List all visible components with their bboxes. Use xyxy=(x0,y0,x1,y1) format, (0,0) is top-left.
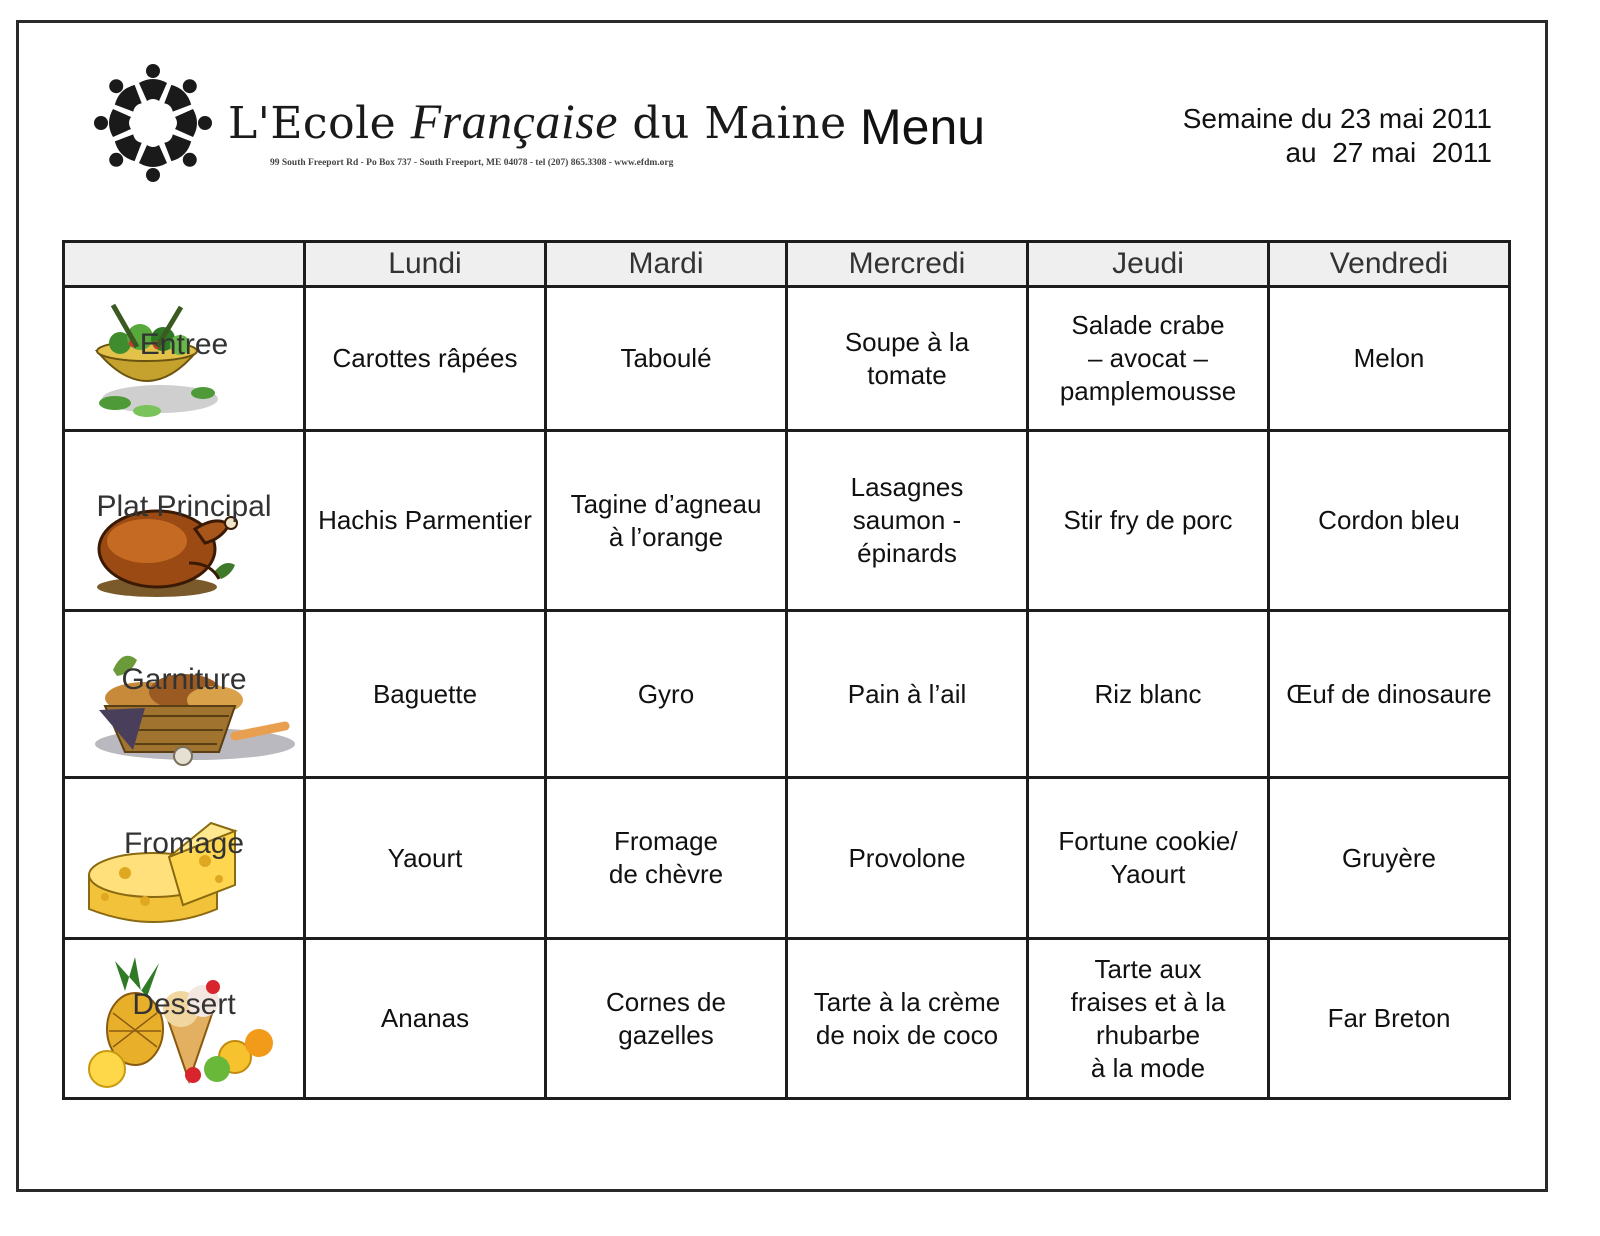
day-header: Vendredi xyxy=(1269,242,1510,287)
menu-item: Hachis Parmentier xyxy=(305,431,546,611)
day-header: Jeudi xyxy=(1028,242,1269,287)
menu-item: Lasagnes saumon - épinards xyxy=(787,431,1028,611)
table-header-row xyxy=(64,242,1510,287)
day-header: Lundi xyxy=(305,242,546,287)
category-label: Fromage xyxy=(123,827,245,860)
category-cell xyxy=(64,611,305,778)
menu-item: Ananas xyxy=(305,939,546,1099)
table-row xyxy=(64,431,1510,611)
salad-bowl-icon xyxy=(85,303,225,423)
menu-item: Fortune cookie/ Yaourt xyxy=(1028,778,1269,939)
menu-item: Riz blanc xyxy=(1028,611,1269,778)
menu-item: Gyro xyxy=(546,611,787,778)
menu-item: Provolone xyxy=(787,778,1028,939)
day-header: Mardi xyxy=(546,242,787,287)
table-row xyxy=(64,287,1510,431)
school-address: 99 South Freeport Rd - Po Box 737 - South Freeport, ME 04078 - tel (207) 865.3308 - www.efdm.org xyxy=(270,158,674,168)
menu-item: Baguette xyxy=(305,611,546,778)
school-name-prefix: L'Ecole xyxy=(228,98,411,149)
menu-item: Tarte à la crème de noix de coco xyxy=(787,939,1028,1099)
menu-item: Cordon bleu xyxy=(1269,431,1510,611)
bread-basket-icon xyxy=(85,640,295,770)
table-row xyxy=(64,939,1510,1099)
fruit-dessert-icon xyxy=(85,951,275,1091)
table-row xyxy=(64,611,1510,778)
week-dates xyxy=(1183,102,1492,170)
menu-table xyxy=(62,240,1511,1100)
menu-item: Gruyère xyxy=(1269,778,1510,939)
corner-cell xyxy=(64,242,305,287)
table-row xyxy=(64,778,1510,939)
school-name xyxy=(228,92,847,150)
category-label: Garniture xyxy=(121,663,247,696)
menu-item: Melon xyxy=(1269,287,1510,431)
school-logo-icon xyxy=(88,58,218,188)
menu-item: Soupe à la tomate xyxy=(787,287,1028,431)
category-label: Entree xyxy=(139,327,229,361)
menu-item: Œuf de dinosaure xyxy=(1269,611,1510,778)
week-end: au 27 mai 2011 xyxy=(1285,137,1492,168)
menu-item: Salade crabe – avocat – pamplemousse xyxy=(1028,287,1269,431)
day-header: Mercredi xyxy=(787,242,1028,287)
menu-item: Stir fry de porc xyxy=(1028,431,1269,611)
category-label: Plat Principal xyxy=(96,489,272,523)
menu-item: Taboulé xyxy=(546,287,787,431)
category-cell xyxy=(64,939,305,1099)
menu-item: Pain à l’ail xyxy=(787,611,1028,778)
menu-item: Fromage de chèvre xyxy=(546,778,787,939)
menu-item: Cornes de gazelles xyxy=(546,939,787,1099)
school-name-suffix: du Maine xyxy=(617,98,847,149)
menu-item: Yaourt xyxy=(305,778,546,939)
category-cell xyxy=(64,431,305,611)
menu-title: Menu xyxy=(860,99,986,155)
school-name-script: Française xyxy=(410,93,618,149)
category-cell xyxy=(64,778,305,939)
menu-item: Far Breton xyxy=(1269,939,1510,1099)
category-label: Dessert xyxy=(132,987,236,1021)
menu-item: Tarte aux fraises et à la rhubarbe à la mode xyxy=(1028,939,1269,1099)
week-start: Semaine du 23 mai 2011 xyxy=(1182,103,1492,134)
menu-item: Carottes râpées xyxy=(305,287,546,431)
category-cell xyxy=(64,287,305,431)
menu-item: Tagine d’agneau à l’orange xyxy=(546,431,787,611)
